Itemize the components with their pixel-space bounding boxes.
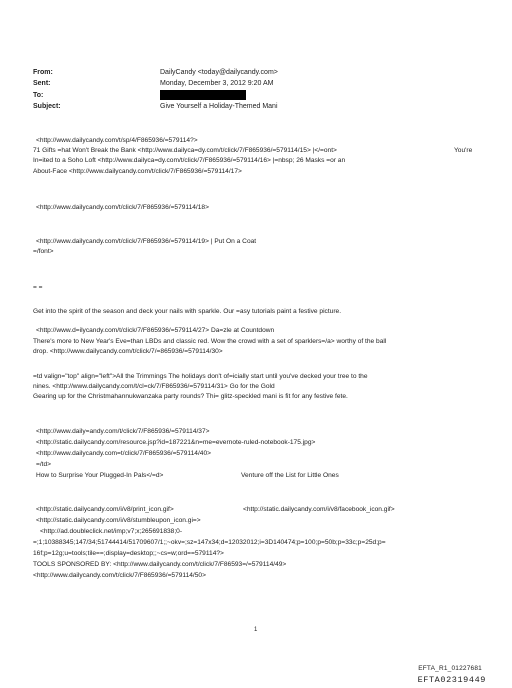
body-line: =td valign="top" align="left">All the Trimmings The holidays don't of=icially start until you've decked your tree to the [33,373,368,380]
body-line: <http://www.dailycandy.com/t/click/7/F865936/=579114/50> [33,572,206,579]
body-line: TOOLS SPONSORED BY: <http://www.dailycandy.com/t/click/7/F86593=/=579114/49> [33,561,287,568]
from-label: From: [33,69,53,76]
body-line: How to Surprise Your Plugged-In Pals</=d> [36,472,164,479]
from-value: DailyCandy <today@dailycandy.com> [160,69,278,76]
body-line: =;1;10388345;147/34;51744414/51709607/1;;~okv=;sz=147x34;d=12032012;i=3D140474;p=100;p=50b;p=33c;p=25d;p= [33,539,386,546]
body-line: = = [33,284,43,291]
body-line: There's more to New Year's Eve=than LBDs and classic red. Wow the crowd with a set of sparklers=/a> worthy of the ball [33,338,387,345]
subject-label: Subject: [33,103,61,110]
body-line: <http://static.dailycandy.com/resource.jsp?id=187221&n=me=evernote-ruled-notebook-175.jpg> [36,439,316,446]
body-line: <http://www.dailycandy.com=t/click/7/F865936/=579114/40> [36,450,211,457]
body-line: <http://static.dailycandy.com/i/v8/facebook_icon.gif> [243,506,395,513]
body-line: <http://www.dailycandy.com/t/click/7/F865936/=579114/19> | Put On a Coat [36,238,257,245]
body-line: <http://static.dailycandy.com/i/v8/print_icon.gif> [36,506,174,513]
body-line: You're [454,147,473,154]
body-line: <http://www.daily=andy.com/t/click/7/F865936/=579114/37> [36,428,210,435]
body-line: <http://www.dailycandy.com/t/sp/4/F865936/=579114?> [36,137,198,144]
body-line: 16f;p=12g;u=tools;tile==;display=desktop;;~cs=w;ord==579114?> [33,550,224,557]
body-line: <http://ad.doubleclick.net/imp;v7;x;265691838;0- [40,528,183,535]
body-line: In=ited to a Soho Loft <http://www.dailyca=dy.com/t/click/7/F865936/=579114/16> |=nbsp; 26 Masks =or an [33,157,346,164]
body-line: <http://www.d=ilycandy.com/t/click/7/F865936/=579114/27> Da=zle at Countdown [36,327,275,334]
sent-value: Monday, December 3, 2012 9:20 AM [160,80,274,87]
body-line: Get into the spirit of the season and deck your nails with sparkle. Our =asy tutorials paint a festive picture. [33,308,342,315]
page-number: 1 [254,627,258,633]
sent-label: Sent: [33,80,51,87]
body-line: <http://static.dailycandy.com/i/v8/stumbleupon_icon.gi=> [36,517,201,524]
bates-number-large: EFTA02319449 [417,675,486,685]
subject-value: Give Yourself a Holiday-Themed Mani [160,103,278,110]
body-line: =/font> [33,248,54,255]
body-line: =/td> [36,461,52,468]
body-line: 71 Gifts =hat Won't Break the Bank <http://www.dailyca=dy.com/t/click/7/F865936/=579114/15> |</=ont> [33,147,337,154]
body-line: nines. <http://www.dailycandy.com/t/cl=ck/7/F865936/=579114/31> Go for the Gold [33,383,275,390]
body-line: drop. <http://www.dailycandy.com/t/click/7/=865936/=579114/30> [33,348,223,355]
body-line: <http://www.dailycandy.com/t/click/7/F865936/=579114/18> [36,204,209,211]
to-label: To: [33,92,44,99]
body-line: Venture off the List for Little Ones [241,472,339,479]
bates-number-small: EFTA_R1_01227681 [418,665,482,672]
body-line: Gearing up for the Christmahannukwanzaka party rounds? Thi= glitz-speckled mani is fit for any festive fete. [33,393,348,400]
redaction-box [160,90,246,100]
body-line: About-Face <http://www.dailycandy.com/t/click/7/F865936/=579114/17> [33,168,242,175]
